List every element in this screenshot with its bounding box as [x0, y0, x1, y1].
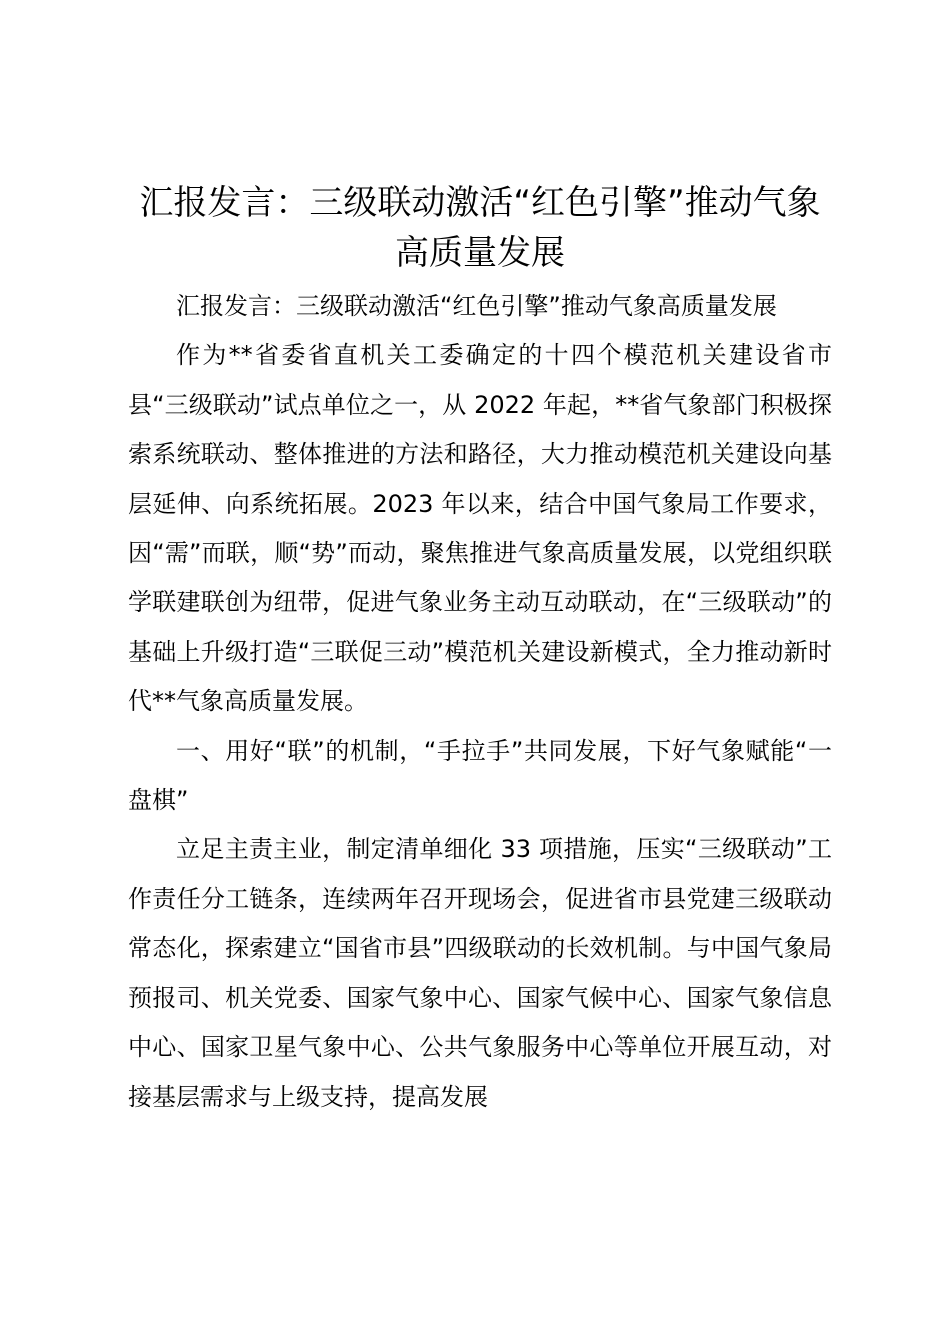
paragraph-intro: 作为**省委省直机关工委确定的十四个模范机关建设省市县“三级联动”试点单位之一，从 2022 年起，**省气象部门积极探索系统联动、整体推进的方法和路径，大力推动模范机关建设向基层延伸、向系统拓展。2023 年以来，结合中国气象局工作要求，因“需”而联，顺“势”而动，聚焦推进气象高质量发展，以党组织联学联建联创为纽带，促进气象业务主动互动联动，在“三级联动”的基础上升级打造“三联促三动”模范机关建设新模式，全力推动新时代**气象高质量发展。	[128, 341, 832, 716]
paragraph-repeat-title: 汇报发言：三级联动激活“红色引擎”推动气象高质量发展	[176, 292, 777, 320]
paragraph-section-1-body: 立足主责主业，制定清单细化 33 项措施，压实“三级联动”工作责任分工链条，连续两年召开现场会，促进省市县党建三级联动常态化，探索建立“国省市县”四级联动的长效机制。与中国气象局预报司、机关党委、国家气象中心、国家气候中心、国家气象信息中心、国家卫星气象中心、公共气象服务中心等单位开展互动，对接基层需求与上级支持，提高发展	[128, 835, 832, 1111]
document-page	[128, 178, 832, 1122]
document-title: 汇报发言：三级联动激活“红色引擎”推动气象高质量发展	[139, 183, 821, 273]
section-heading-1: 一、用好“联”的机制，“手拉手”共同发展，下好气象赋能“一盘棋”	[128, 736, 832, 815]
